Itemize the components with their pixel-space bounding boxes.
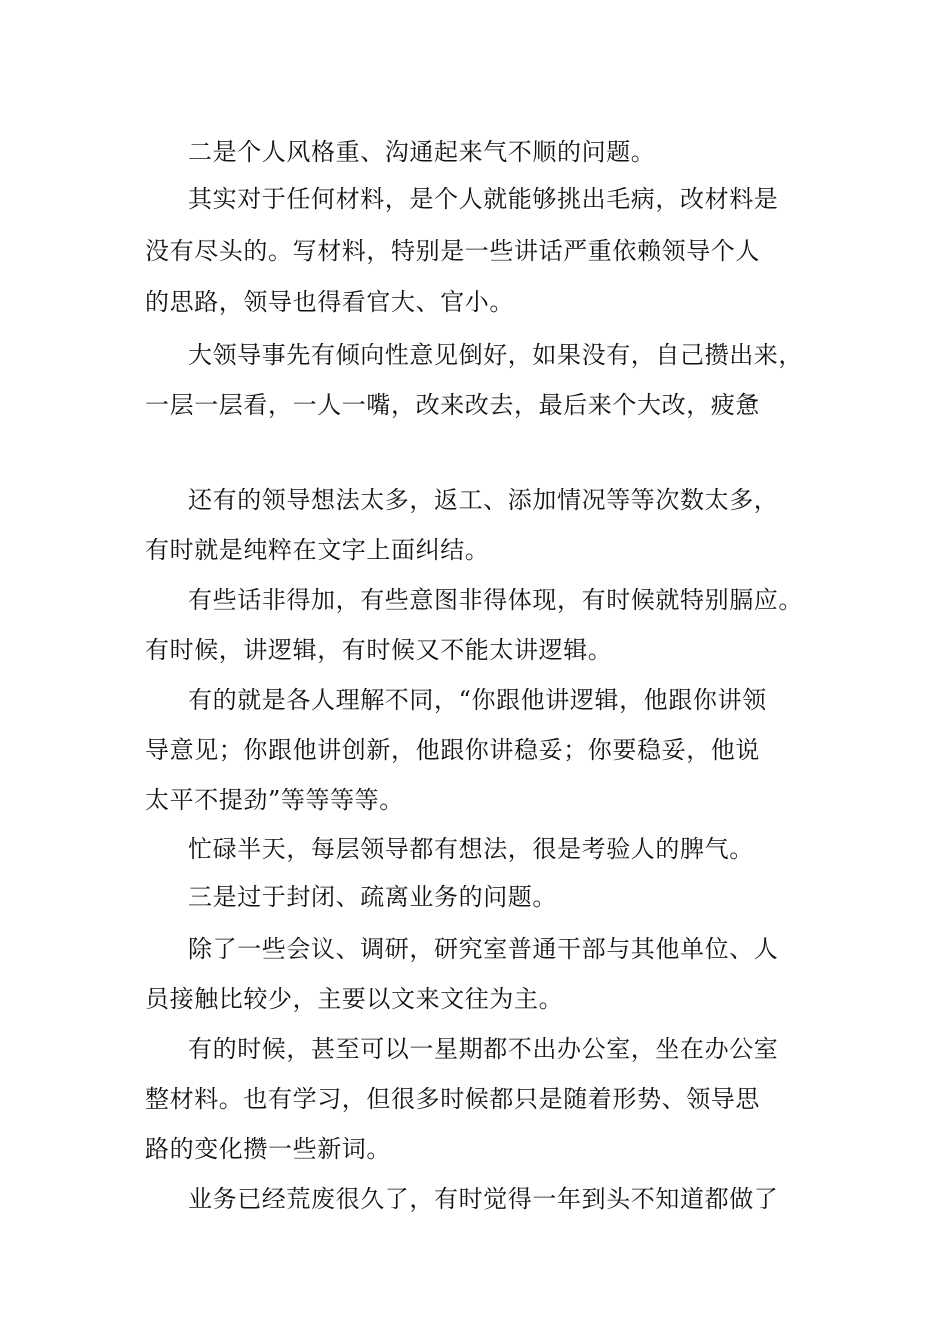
- paragraph-line: 有时候，讲逻辑，有时候又不能太讲逻辑。: [145, 636, 613, 664]
- paragraph-line: 整材料。也有学习，但很多时候都只是随着形势、领导思: [145, 1085, 760, 1113]
- paragraph-line: 路的变化攒一些新词。: [145, 1135, 391, 1163]
- paragraph-line: 导意见；你跟他讲创新，他跟你讲稳妥；你要稳妥，他说: [145, 736, 760, 764]
- paragraph-line: 没有尽头的。写材料，特别是一些讲话严重依赖领导个人: [145, 237, 760, 265]
- paragraph-line: 还有的领导想法太多，返工、添加情况等等次数太多，: [188, 486, 779, 514]
- paragraph-line: 太平不提劲”等等等等。: [145, 786, 404, 814]
- paragraph-line: 其实对于任何材料，是个人就能够挑出毛病，改材料是: [188, 185, 779, 213]
- paragraph-line: 有的就是各人理解不同，“你跟他讲逻辑，他跟你讲领: [188, 686, 767, 714]
- paragraph-line: 有些话非得加，有些意图非得体现，有时候就特别膈应。: [188, 586, 803, 614]
- paragraph-line: 有时就是纯粹在文字上面纠结。: [145, 536, 490, 564]
- paragraph-line: 大领导事先有倾向性意见倒好，如果没有，自己攒出来，: [188, 341, 803, 369]
- paragraph-line: 的思路，领导也得看官大、官小。: [145, 288, 514, 316]
- paragraph-line: 一层一层看，一人一嘴，改来改去，最后来个大改，疲惫: [145, 391, 760, 419]
- paragraph-line: 忙碌半天，每层领导都有想法，很是考验人的脾气。: [188, 835, 754, 863]
- paragraph-line: 业务已经荒废很久了，有时觉得一年到头不知道都做了: [188, 1185, 779, 1213]
- paragraph-line: 二是个人风格重、沟通起来气不顺的问题。: [188, 138, 656, 166]
- paragraph-line: 员接触比较少，主要以文来文往为主。: [145, 985, 564, 1013]
- paragraph-line: 除了一些会议、调研，研究室普通干部与其他单位、人: [188, 935, 779, 963]
- paragraph-line: 三是过于封闭、疏离业务的问题。: [188, 883, 557, 911]
- paragraph-line: 有的时候，甚至可以一星期都不出办公室，坐在办公室: [188, 1035, 779, 1063]
